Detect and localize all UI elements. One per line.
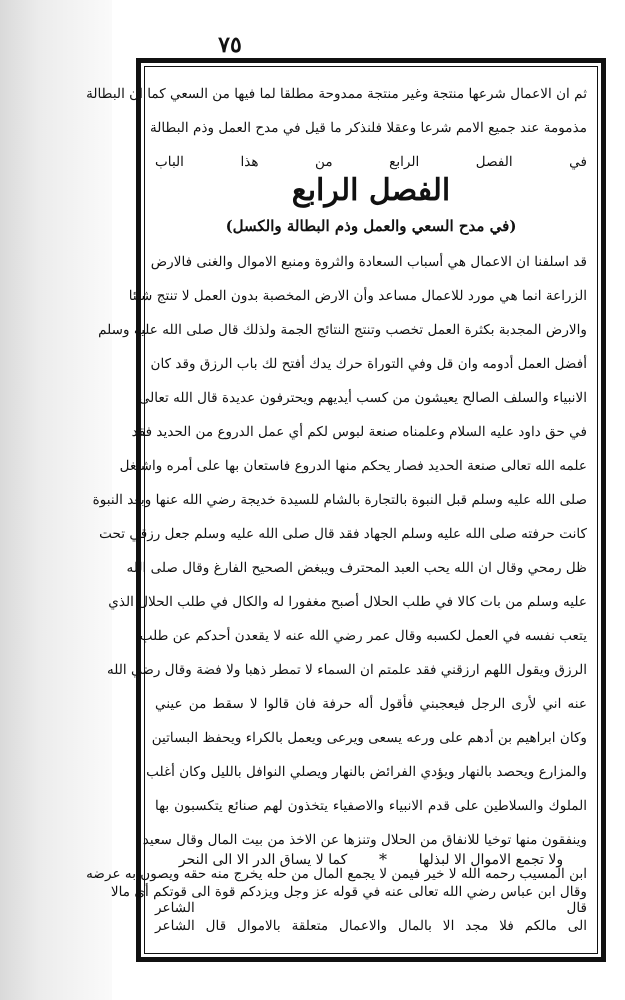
- text-line: الرزق ويقول اللهم ارزقني فقد علمتم ان السماء لا تمطر ذهبا ولا فضة وقال رضي الله: [107, 662, 587, 678]
- text-line: الزراعة انما هي مورد للاعمال مساعد وأن الارض المخصبة بدون العمل لا تنتج شيئا: [128, 288, 587, 304]
- text-line: الملوك والسلاطين على قدم الانبياء والاصفياء يتخذون لهم صنائع يتكسبون بها: [155, 798, 587, 814]
- text-line: وينفقون منها توخيا للانفاق من الحلال وتنزها عن الاخذ من بيت المال وقال سعيد: [142, 832, 587, 848]
- text-line: كانت حرفته صلى الله عليه وسلم الجهاد فقد قال صلى الله عليه وسلم جعل رزقي تحت: [99, 526, 587, 542]
- text-line: ابن المسيب رحمه الله لا خير فيمن لا يجمع المال من حله يخرج منه حقه ويصون به عرضه: [86, 866, 587, 882]
- text-line: ظل رمحي وقال ان الله يحب العبد المحترف ويبغض الصحيح الفارغ وقال صلى الله: [126, 560, 587, 576]
- text-line: والارض المجدبة بكثرة العمل تخصب وتنتج النتائج الجمة ولذلك قال صلى الله عليه وسلم: [98, 322, 587, 338]
- verse-first-hemistich: ولا تجمع الاموال الا لبذلها: [418, 852, 564, 868]
- chapter-subtitle: (في مدح السعي والعمل وذم البطالة والكسل): [225, 217, 517, 235]
- intro-paragraph: [86, 77, 587, 179]
- text-line: مذمومة عند جميع الامم شرعا وعقلا فلنذكر ما قيل في مدح العمل وذم البطالة: [149, 120, 587, 136]
- verse-separator: *: [378, 850, 387, 869]
- text-line: وكان ابراهيم بن أدهم على ورعه يسعى ويرعى ويعمل بالكراء ويحفظ البساتين: [151, 730, 587, 746]
- page-number: ٧٥: [218, 32, 242, 58]
- text-line: عليه وسلم من بات كالا في طلب الحلال أصبح مغفورا له والكال في طلب الحلال الذي: [108, 594, 587, 610]
- verse-second-hemistich: كما لا يساق الدر الا الى النحر: [178, 852, 348, 868]
- chapter-title: الفصل الرابع: [291, 173, 451, 208]
- text-line: ثم ان الاعمال شرعها منتجة وغير منتجة ممدوحة مطلقا لما فيها من السعي كما ان البطالة: [86, 86, 587, 102]
- text-line: في حق داود عليه السلام وعلمناه صنعة لبوس لكم أي عمل الدروع من الحديد فقد: [131, 424, 587, 440]
- poetry-verse: [163, 843, 579, 877]
- text-line: وقال ابن عباس رضي الله تعالى عنه في قوله عز وجل ويزدكم قوة الى قوتكم أي مالا: [110, 884, 587, 900]
- text-line: علمه الله تعالى صنعة الحديد فصار يحكم منها الدروع فاستعان بها على أمره واشتغل: [119, 458, 587, 474]
- text-line: يتعب نفسه في العمل لكسبه وقال عمر رضي الله عنه لا يقعدن أحدكم عن طلب: [139, 628, 587, 644]
- text-line: عنه اني لأرى الرجل فيعجبني فأقول أله حرفة فان قالوا لا سقط من عيني: [155, 696, 587, 712]
- text-frame-inner: [86, 66, 598, 954]
- text-line: في الفصل الرابع من هذا الباب: [155, 154, 587, 170]
- text-line: والمزارع ويحصد بالنهار ويؤدي الفرائض بالنهار ويصلي النوافل بالليل وكان أغلب: [146, 764, 587, 780]
- text-line: الانبياء والسلف الصالح يعيشون من كسب أيديهم ويحترفون عديدة قال الله تعالى: [138, 390, 587, 406]
- text-line: صلى الله عليه وسلم قبل النبوة بالتجارة بالشام للسيدة خديجة رضي الله عنها وبعد النبوة: [92, 492, 587, 508]
- text-line: قد اسلفنا ان الاعمال هي أسباب السعادة والثروة ومنبع الاموال والغنى فالارض: [150, 254, 587, 270]
- text-frame: [86, 58, 606, 962]
- text-line: قال الشاعر: [155, 900, 587, 916]
- closing-paragraph: [110, 875, 587, 943]
- chapter-body: [86, 245, 587, 925]
- text-line: الى مالكم فلا مجد الا بالمال والاعمال متعلقة بالاموال قال الشاعر: [155, 918, 587, 934]
- text-line: أفضل العمل أدومه وان قل وفي التوراة حرك يدك أفتح لك باب الرزق وقد كان: [150, 356, 587, 372]
